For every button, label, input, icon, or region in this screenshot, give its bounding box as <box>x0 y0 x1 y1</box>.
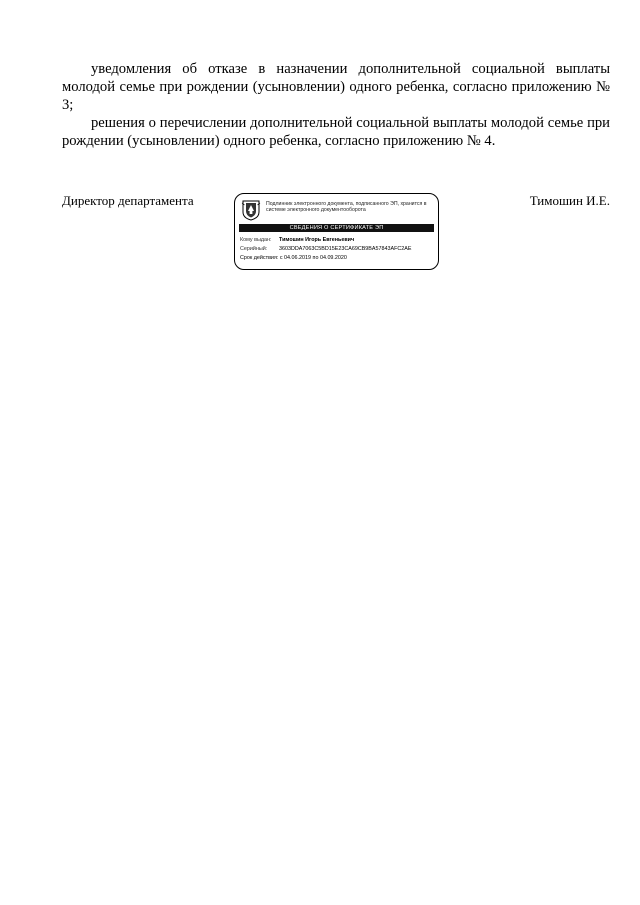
paragraph-decision-transfer: решения о перечислении дополнительной социальной выплаты молодой семье при рождении (усыновлении) одного ребенка, согласно приложению № 4. <box>62 115 610 149</box>
paragraph-notice-refusal: уведомления об отказе в назначении дополнительной социальной выплаты молодой семье при рождении (усыновлении) одного ребенка, согласно приложению № 3; <box>62 61 610 113</box>
stamp-certificate-details <box>240 236 436 263</box>
stamp-notice-text: Подлинник электронного документа, подписанного ЭП, хранится в системе электронного документооборота <box>266 201 427 214</box>
coat-of-arms-icon <box>241 199 261 221</box>
stamp-owner-line <box>240 236 436 245</box>
signer-name: Тимошин И.Е. <box>529 193 610 208</box>
stamp-serial-line <box>240 245 436 254</box>
electronic-signature-stamp <box>234 193 439 270</box>
stamp-validity-label: Срок действия: <box>240 255 279 261</box>
stamp-validity-line <box>240 254 436 263</box>
stamp-owner-label: Кому выдан: <box>240 237 272 243</box>
document-body <box>62 60 610 150</box>
stamp-certificate-title: СВЕДЕНИЯ О СЕРТИФИКАТЕ ЭП <box>239 224 434 232</box>
stamp-serial-label: Серийный: <box>240 246 268 252</box>
signer-role: Директор департамента <box>62 193 194 208</box>
stamp-owner-value: Тимошин Игорь Евгеньевич <box>279 237 355 243</box>
stamp-validity-value: с 04.06.2019 по 04.09.2020 <box>279 255 347 261</box>
stamp-serial-value: 3603DDA7063C5BD15E23CA69CB9BA57843AFC2AE <box>279 246 412 252</box>
signature-block <box>62 193 610 273</box>
